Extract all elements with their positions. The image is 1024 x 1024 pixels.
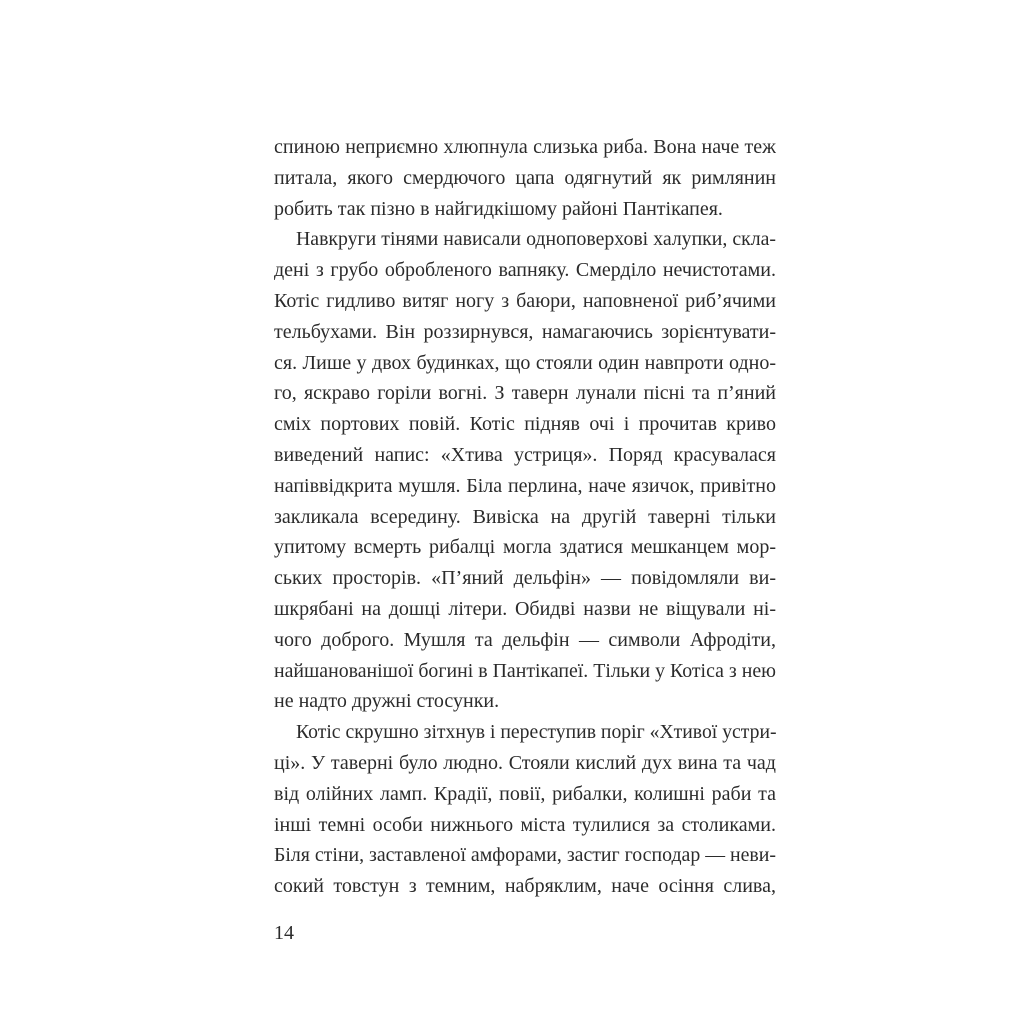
- text-line: шкрябані на дошці літери. Обидві назви не віщували ні-: [274, 597, 776, 620]
- text-line: виведений напис: «Хтива устриця». Поряд красувалася: [274, 443, 776, 466]
- page-number: 14: [274, 922, 294, 944]
- text-line: ся. Лише у двох будинках, що стояли один навпроти одно-: [274, 351, 776, 374]
- text-line: упитому всмерть рибалці могла здатися мешканцем мор-: [274, 536, 776, 559]
- text-line: сміх портових повій. Котіс підняв очі і прочитав криво: [274, 413, 776, 436]
- text-line: тельбухами. Він роззирнувся, намагаючись зорієнтувати-: [274, 320, 776, 343]
- text-line: Котіс скрушно зітхнув і переступив поріг «Хтивої устри-: [296, 721, 777, 744]
- text-line: робить так пізно в найгидкішому районі Пантікапея.: [274, 197, 723, 220]
- text-line: дені з грубо обробленого вапняку. Смерділо нечистотами.: [274, 259, 776, 282]
- text-line: го, яскраво горіли вогні. З таверн лунали пісні та п’яний: [274, 382, 776, 405]
- text-line: найшанованішої богині в Пантікапеї. Тільки у Котіса з нею: [274, 659, 776, 682]
- text-line: спиною неприємно хлюпнула слизька риба. Вона наче теж: [274, 136, 776, 158]
- paragraph: [274, 132, 776, 224]
- text-line: закликала всередину. Вивіска на другій таверні тільки: [274, 505, 776, 528]
- text-line: сокий товстун з темним, набряклим, наче осіння слива,: [274, 875, 776, 898]
- text-line: ських просторів. «П’яний дельфін» — повідомляли ви-: [274, 567, 776, 590]
- body-text: [274, 132, 776, 902]
- text-line: ці». У таверні було людно. Стояли кислий дух вина та чад: [274, 751, 776, 774]
- text-line: від олійних ламп. Крадії, повії, рибалки, колишні раби та: [274, 782, 776, 805]
- text-line: Біля стіни, заставленої амфорами, застиг господар — неви-: [274, 844, 776, 867]
- paragraph: [274, 224, 776, 717]
- paragraph: [274, 717, 776, 902]
- text-line: питала, якого смердючого цапа одягнутий як римлянин: [274, 166, 776, 189]
- text-line: Котіс гидливо витяг ногу з баюри, наповненої риб’ячими: [274, 289, 776, 312]
- text-line: напіввідкрита мушля. Біла перлина, наче язичок, привітно: [274, 474, 776, 497]
- text-line: не надто дружні стосунки.: [274, 690, 500, 713]
- text-line: чого доброго. Мушля та дельфін — символи Афродіти,: [274, 628, 776, 651]
- text-line: Навкруги тінями нависали одноповерхові халупки, скла-: [296, 228, 776, 251]
- text-line: інші темні особи нижнього міста тулилися за столиками.: [274, 813, 776, 836]
